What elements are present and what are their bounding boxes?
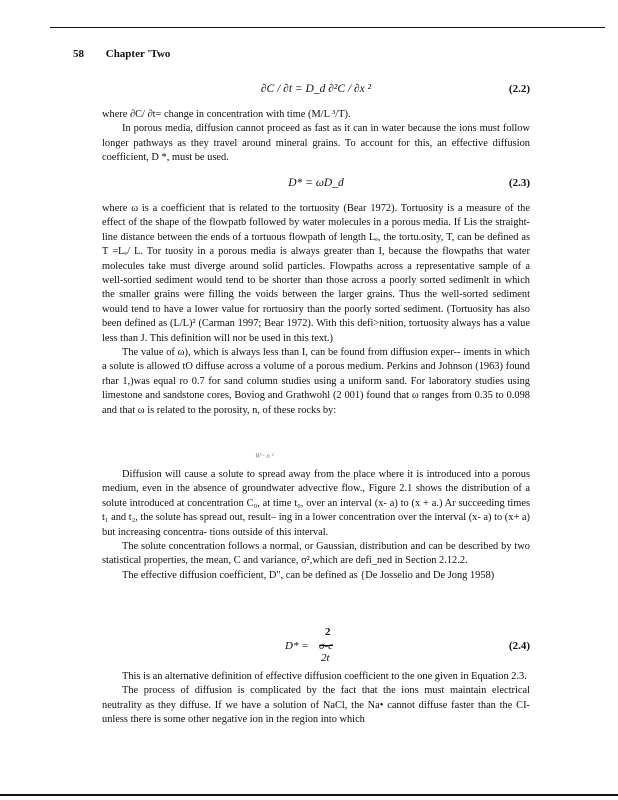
text-block-3 (102, 468, 530, 583)
paragraph: The process of diffusion is complicated by the fact that the ions must maintain electrical neutrality as they diffuse. If we have a solution of NaCl, the Na• cannot diffuse faster than the CI-unless there is some other negative ion in the region into which (102, 685, 530, 726)
equation-expression: ∂C / ∂t = D_d ∂²C / ∂x ² (260, 83, 372, 95)
equation-expression: D* = ωD_d (288, 177, 344, 189)
text-block-4 (102, 670, 530, 728)
equation-numerator: 2 (325, 626, 331, 638)
equation-denominator: 2t (321, 652, 330, 664)
paragraph: In porous media, diffusion cannot proceed as fast as it can in water because the ions must follow longer pathways as they travel around mineral grains. To account for this, an effective diffusion coefficient, D *, must be used. (102, 123, 530, 164)
equation-number: (2.2) (508, 83, 530, 95)
equation-2-4 (285, 626, 530, 664)
equation-2-2 (102, 83, 530, 101)
page-number: 58 (73, 48, 84, 60)
equation-number: (2.4) (508, 640, 530, 652)
paragraph: The effective diffusion coefficient, D", can be defined as {De Josselio and De Jong 1958) (122, 569, 495, 581)
equation-lhs: D* = (285, 640, 309, 652)
porosity-equation: W~ n ² (255, 452, 274, 460)
equation-2-3 (102, 177, 530, 195)
equation-number: (2.3) (508, 177, 530, 189)
paragraph: Diffusion will cause a solute to spread away from the place where it is introduced into a porous medium, even in the absence of groundwater advective flow., Figure 2.1 shows the distribution of a solute introduced at concentration C₀, at time t₀, over an interval (x- a) to (x + a.) Ar succeeding times t₁ and t₂, the solute has spread out, result– ing in a lower concentration over the interval (x- a) to (x+ a) but increasing concentra- tions outside of this interval. (102, 469, 530, 538)
paragraph: The solute concentration follows a normal, or Gaussian, distribution and can be described by two statistical properties, the mean, C and variance, σ²,which are defi_ned in Section 2.12.2. (102, 541, 530, 567)
chapter-title: Chapter 'Two (105, 48, 171, 60)
paragraph: This is an alternative definition of effective diffusion coefficient to the one given in Equation 2.3. (122, 671, 527, 682)
text-block-2 (102, 202, 530, 418)
bottom-rule (0, 794, 618, 796)
paragraph: where ω is a coefficient that is related to the tortuosity (Bear 1972). Tortuosity is a measure of the effect of the shape of the flowpatb followed by water molecules in a porous media. If Lis the straight-line distance between the ends of a tortuous flowpath of length Lₑ, the tortu.osity, T, can be defined as T =Lₑ/ L. Tor tuosity in a porous media is always greater than I, because the flowpaths that water molecules take must diverge around solid particles. Flowpaths across a representative sample of a well-sortied sediment would tend to be shorter than those across a poorly sorted sedimenlt in which the smaller grains were filling the voids between the larger grains. Thus the well-sorted sediment would tend to have a lower value for rortuosiry than the poorly sorted sediment. (Tortuosity has also been defined as (L/L)² (Carman 1997; Bear 1972). With this defi>nition, tortuosity always has a value less than J. This definition will nor be used in this text.) (102, 203, 530, 344)
top-rule (50, 27, 605, 28)
equation-fraction-bar: σ-c (319, 640, 333, 652)
paragraph: The value of ω), which is always less than I, can be found from diffusion exper-- iments in which a solute is allowed tO diffuse across a volume of a porous medium. Perkins and Johnson (1963) found rhar 1,)was equal ro 0.7 for sand column studies using a uniform sand. For laboratory studies using limestone and sandstone cores, Boviog and Grathwohl (2 001) found that ω ranges from 0.35 to 0.098 and that ω is related to the porosity, n, of these rocks by: (102, 347, 530, 416)
text-block-1 (102, 108, 530, 166)
paragraph: where ∂C/ ∂t= change in concentration with time (M/L ³/T). (102, 109, 351, 120)
page-header (73, 48, 170, 60)
